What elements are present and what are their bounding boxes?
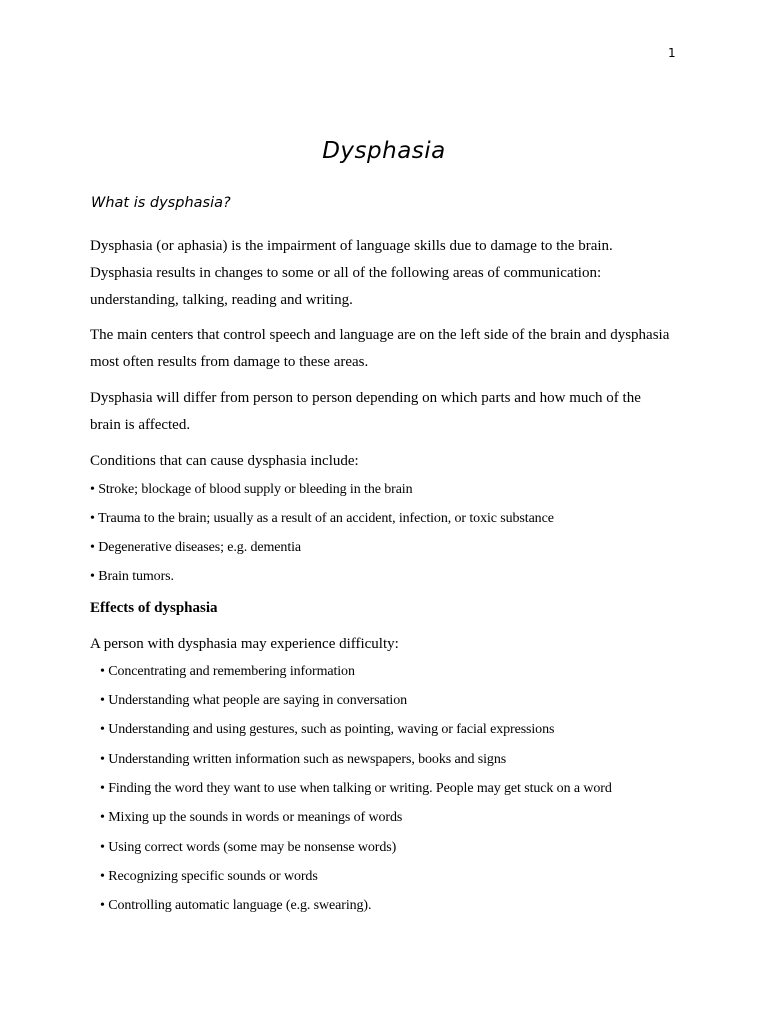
list-item-effect: • Recognizing specific sounds or words	[100, 869, 318, 884]
conditions-intro: Conditions that can cause dysphasia include:	[90, 453, 359, 469]
paragraph-brain-centers	[90, 322, 690, 376]
section-heading-what-is: What is dysphasia?	[91, 195, 231, 211]
section-heading-effects: Effects of dysphasia	[90, 600, 218, 616]
list-item-effect: • Concentrating and remembering information	[100, 664, 355, 679]
paragraph-line: brain is affected.	[90, 417, 191, 433]
list-item-effect: • Mixing up the sounds in words or meanings of words	[100, 810, 403, 825]
list-item-effect: • Finding the word they want to use when talking or writing. People may get stuck on a word	[100, 781, 612, 796]
paragraph-variation	[90, 385, 690, 439]
list-item-effect: • Understanding written information such as newspapers, books and signs	[100, 752, 507, 767]
list-item-condition: • Trauma to the brain; usually as a result of an accident, infection, or toxic substance	[90, 511, 554, 526]
effects-intro: A person with dysphasia may experience difficulty:	[90, 636, 399, 652]
paragraph-line: Dysphasia (or aphasia) is the impairment of language skills due to damage to the brain.	[90, 238, 613, 254]
paragraph-line: Dysphasia will differ from person to person depending on which parts and how much of the	[90, 390, 641, 406]
list-item-condition: • Brain tumors.	[90, 569, 174, 584]
paragraph-line: understanding, talking, reading and writing.	[90, 292, 353, 308]
list-item-condition: • Degenerative diseases; e.g. dementia	[90, 540, 302, 555]
list-item-condition: • Stroke; blockage of blood supply or bleeding in the brain	[90, 482, 413, 497]
paragraph-definition	[90, 233, 690, 314]
paragraph-line: The main centers that control speech and language are on the left side of the brain and dysphasia	[90, 327, 670, 343]
paragraph-line: most often results from damage to these areas.	[90, 354, 369, 370]
list-item-effect: • Understanding and using gestures, such as pointing, waving or facial expressions	[100, 722, 555, 737]
list-item-effect: • Understanding what people are saying in conversation	[100, 693, 408, 708]
paragraph-line: Dysphasia results in changes to some or all of the following areas of communication:	[90, 265, 602, 281]
list-item-effect: • Controlling automatic language (e.g. swearing).	[100, 898, 372, 913]
document-title: Dysphasia	[322, 138, 446, 164]
page-number: 1	[668, 46, 676, 60]
list-item-effect: • Using correct words (some may be nonsense words)	[100, 840, 397, 855]
